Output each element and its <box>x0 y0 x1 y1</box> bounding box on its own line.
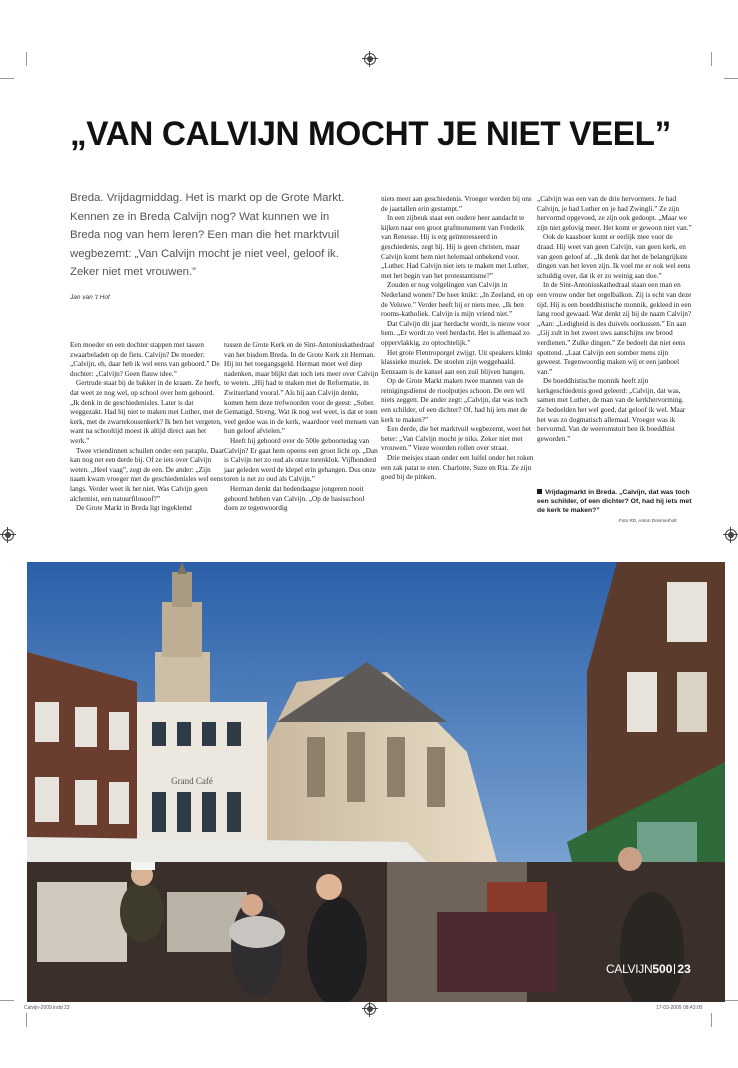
paragraph: Op de Grote Markt maken twee mannen van de reinigingsdienst de rioolputjes schoon. De een wil niets zeggen. De ander zegt: „Calvijn, dat was toch een schilder, of een dichter? Of, had hij iets met de kerk te maken?” <box>381 377 528 424</box>
paragraph: Twee vriendinnen schuilen onder een paraplu. Daar kan nog net een derde bij. Of ze iets over Calvijn weten. „Heel vaag”, zegt de een. De ander: „Zijn naam kwam vroeger met de geschiedenisles wel eens langs. Verder weet ik het niet. Was Calvijn geen alchemist, een natuurfilosoof?” <box>70 446 225 503</box>
registration-mark-icon <box>725 529 737 541</box>
paragraph: Herman denkt dat hedendaagse jongeren nooit gehoord hebben van Calvijn. „Op de basisschool doen ze tegenwoordig <box>224 484 365 513</box>
registration-mark-icon <box>364 53 376 65</box>
paragraph: De Grote Markt in Breda ligt ingeklemd <box>76 504 192 513</box>
crop-mark <box>0 1000 14 1001</box>
registration-mark-icon <box>2 529 14 541</box>
text-column-1 <box>70 341 225 514</box>
paragraph: Gertrude staat bij de bakker in de kraam. Ze heeft, dat weet ze nog wel, op school over hem gehoord. „Ik denk in de geschiedenisles. Later is dat weggezakt. Had hij niet te maken met Luther, met de kerk, met de zwartekousenkerk? Ik ben het vergeten, want na schooltijd moest ik altijd direct aan het werk.” <box>70 379 223 445</box>
paragraph: In een zijbeuk staat een oudere heer aandacht te kijken naar een groot grafmonument van Frederik van Renesse. Hij is erg geïnteresseerd in geschiedenis, zegt hij. Hij is geen christen, maar Calvijn komt hem niet helemaal onbekend voor. „Luther. Had Calvijn niet iets te maken met Luther, met het begin van het protestantisme?” <box>381 214 529 280</box>
photo-sign: Grand Café <box>171 776 213 786</box>
headline: „VAN CALVIJN MOCHT JE NIET VEEL” <box>70 115 671 153</box>
photo-credit: Foto RD, Anton Dommerholt <box>619 518 677 523</box>
paragraph: Ook de kaasboer komt er eerlijk mee voor de draad. Hij weet van geen Calvijn, van geen kerk, en van geen geloof af. „Ik denk dat het de belangrijkste dingen van het leven zijn. Ik voel me er ook wel eens schuldig over, dat ik er zo weinig aan doe.” <box>537 233 691 280</box>
crop-mark <box>0 78 14 79</box>
paragraph: Heeft hij gehoord over de 500e geboortedag van Calvijn? Er gaat hem opeens een groot licht op. „Dan is Calvijn net zo oud als onze torenklok. Vijfhonderd jaar geleden werd de klepel erin gehangen. Dus onze toren is net zo oud als Calvijn.” <box>224 436 378 484</box>
market-photo <box>27 562 725 1002</box>
paragraph: Een moeder en een dochter stappen met tassen zwaarbeladen op de fiets. Calvijn? De moeder: „Calvijn, eh, daar heb ik wel eens van gehoord.” De dochter: „Calvijn? Geen flauw idee.” <box>70 341 220 378</box>
paragraph: Dat Calvijn dit jaar herdacht wordt, is nieuw voor hem. „Er wordt zo veel herdacht. Het is allemaal zo oppervlakkig, zo optochtelijk.” <box>381 319 531 347</box>
registration-mark-icon <box>364 1003 376 1015</box>
folio-brand-number: 500 <box>652 962 673 976</box>
paragraph: Het grote Flentroporgel zwijgt. Uit speakers klinkt klassieke muziek. De stoelen zijn weggehaald. Eenzaam is de kansel aan een zuil blijven hangen. <box>381 348 533 376</box>
byline: Jan van ’t Hof <box>70 294 110 301</box>
text-column-4 <box>537 195 692 444</box>
page-folio <box>606 962 691 976</box>
slug-file: Calvijn-2009.indd 23 <box>24 1005 70 1011</box>
folio-brand: CALVIJN <box>606 962 653 976</box>
crop-mark <box>711 1013 712 1027</box>
page-number: 23 <box>677 962 691 976</box>
crop-mark <box>26 52 27 66</box>
market-photo-illustration <box>27 562 725 1002</box>
photo-caption <box>537 488 699 515</box>
caption-text: Vrijdagmarkt in Breda. „Calvijn, dat was toch een schilder, of een dichter? Of, had hij iets met de kerk te maken?” <box>537 489 692 514</box>
paragraph: Een derde, die het marktvuil wegbezemt, weet het beter: „Van Calvijn mocht je niks. Zeker niet met vrouwen.” Vieze woorden rollen over straat. <box>381 425 531 453</box>
paragraph: Drie meisjes staan onder een luifel onder het roken een zak patat te eten. Charlotte, Suze en Ria. Ze zijn goed bij de pinken. <box>381 454 534 482</box>
paragraph: De boeddhistische monnik heeft zijn kerkgeschiedenis goed geleerd: „Calvijn, dat was, samen met Luther, de man van de kerkhervorming. Ze bedoelden het wel goed, dat geloof ik wel. Maar het was zo dogmatisch allemaal. Vroeger was ik hervormd. Van de weeromstuit ben ik boeddhist geworden.” <box>537 377 686 443</box>
text-column-3 <box>381 195 536 483</box>
crop-mark <box>724 78 738 79</box>
slug-stamp: 17-03-2009 08:43:00 <box>656 1005 703 1011</box>
paragraph: In de Sint-Antoniuskathedraal staan een man en een vrouw onder het orgelbalkon. Zij is echt van deze tijd. Hij is een boeddhistische monnik, gekleed in een lang rood gewaad. Wat denkt zij bij de naam Calvijn? „Aan: „Ledigheid is des duivels oorkussen.” En aan „Gij zult in het zweet uws aanschijns uw brood verdienen.” Zulke dingen.” Ze bedoelt dat niet eens spottend. „Laat Calvijn een somber mens zijn geweest. Tegenwoordig maken wij er een janboel van.” <box>537 281 692 376</box>
folio-separator <box>674 964 675 974</box>
paragraph: Zouden er nog volgelingen van Calvijn in Nederland wonen? De heer knikt: „In Zeeland, en op de Veluwe.” Verder heeft hij er niets mee. „Ik ben rooms-katholiek. Calvijn is mijn vriend niet.” <box>381 281 534 319</box>
crop-mark <box>711 52 712 66</box>
paragraph: niets meer aan geschiedenis. Vroeger werden bij ons de jaartallen erin gestampt.” <box>381 195 532 213</box>
crop-mark <box>724 1000 738 1001</box>
text-column-2 <box>224 341 379 514</box>
bullet-square-icon <box>537 489 542 494</box>
paragraph: „Calvijn was een van de drie hervormers. Je had Calvijn, je had Luther en je had Zwingli.” Ze zijn hervormd opgevoed, ze zijn ook gedoopt. „Maar we zijn niet gelovig meer. Het komt er gewoon niet van.” <box>537 195 692 232</box>
lead-paragraph: Breda. Vrijdagmiddag. Het is markt op de Grote Markt. Kennen ze in Breda Calvijn nog? Wat kunnen we in Breda nog van hem leren? Een man die het marktvuil wegbezemt: „Van Calvijn mocht je niet veel, geloof ik. Zeker niet met vrouwen.” <box>70 192 345 279</box>
crop-mark <box>26 1013 27 1027</box>
paragraph: tussen de Grote Kerk en de Sint-Antoniuskathedraal van het bisdom Breda. In de Grote Kerk zit Herman. Hij int het toegangsgeld. Herman moet wel diep nadenken, maar blijkt dan toch iets meer over Calvijn te weten. „Hij had te maken met de Reformatie, in Zwitserland vooral.” Als hij aan Calvijn denkt, komen hem deze trefwoorden voor de geest: „Sober. Gematigd. Streng. Wat ik nog wel weet, is dat er toen veel gedoe was in de kerk, waardoor veel mensen van hun geloof afvielen.” <box>224 341 379 436</box>
